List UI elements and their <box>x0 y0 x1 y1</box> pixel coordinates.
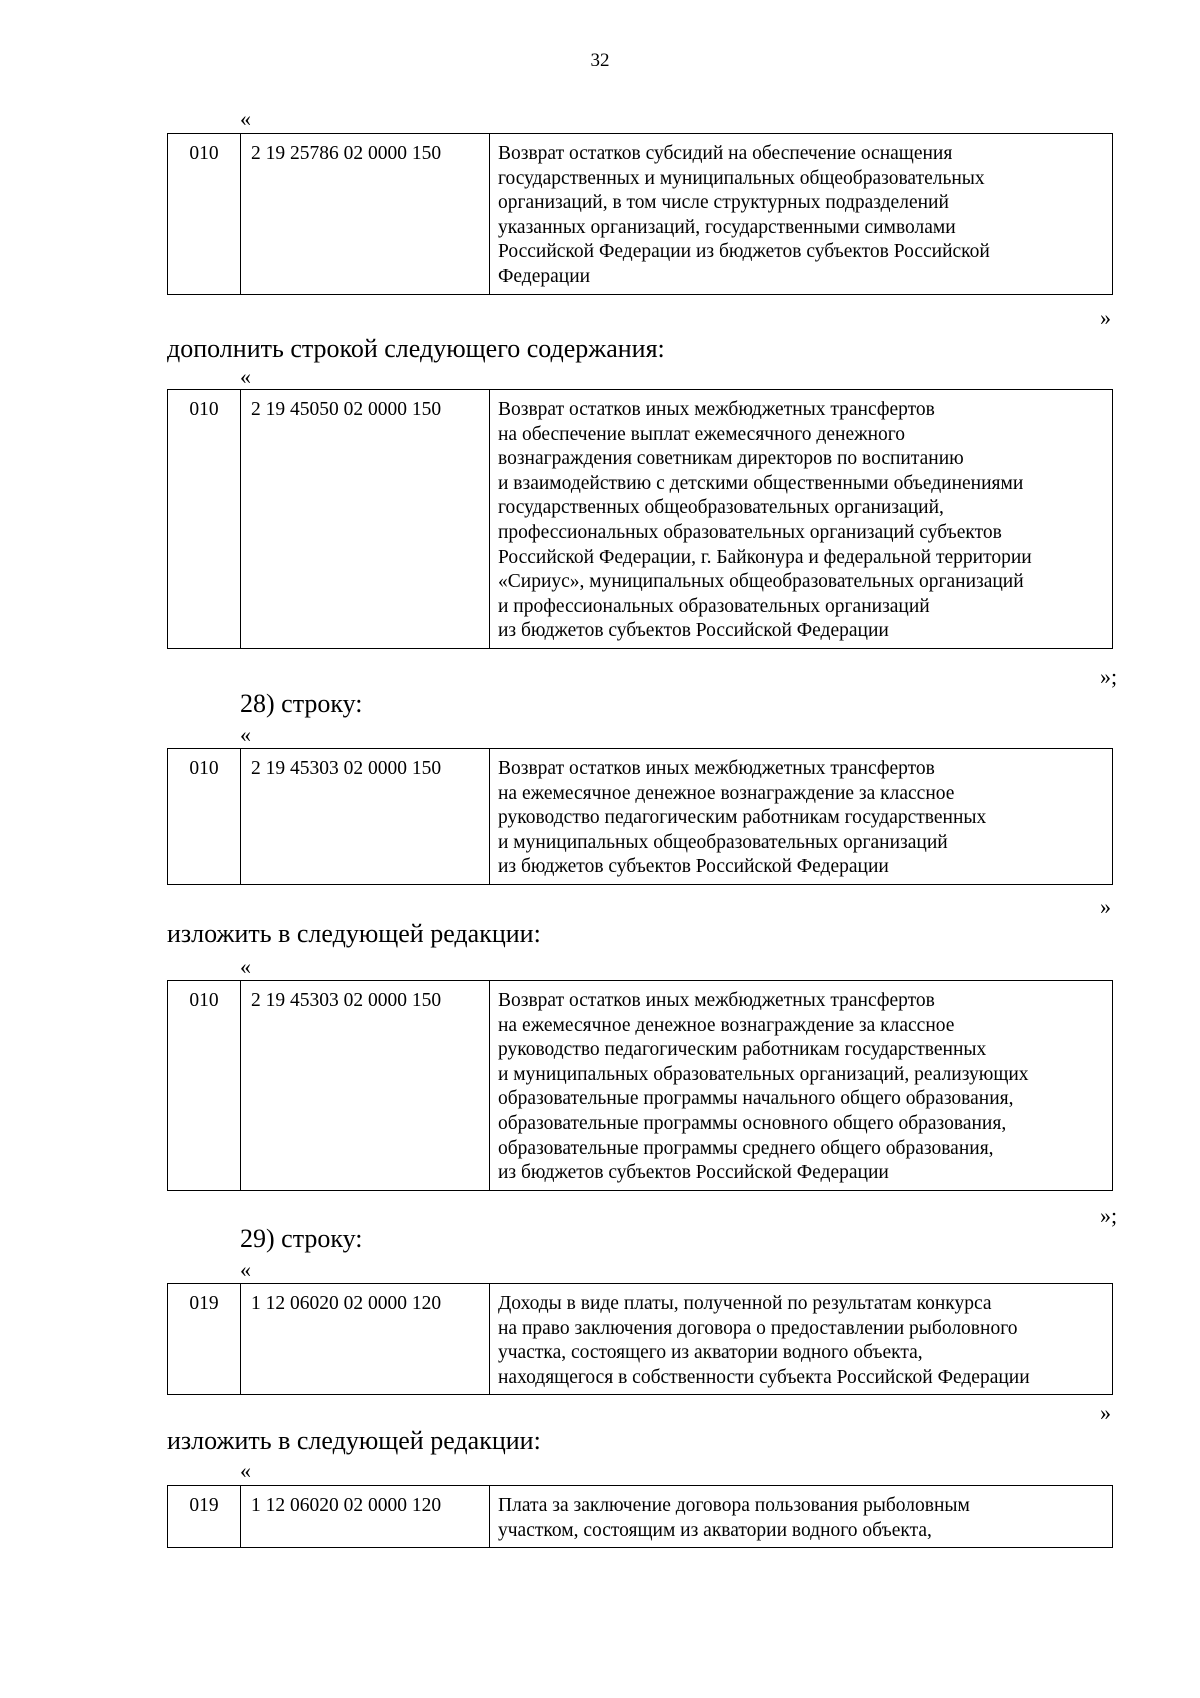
text-line: Доходы в виде платы, полученной по результатам конкурса <box>498 1293 992 1314</box>
text-line: образовательные программы основного общего образования, <box>498 1112 1007 1134</box>
text-line: на право заключения договора о предоставлении рыболовного <box>498 1317 1018 1339</box>
instruction-text: 29) строку: <box>240 1224 363 1253</box>
close-quote-semicolon-mark: »; <box>1100 664 1118 689</box>
text-line: участка, состоящего из акватории водного объекта, <box>498 1342 923 1364</box>
close-quote-mark: » <box>1100 1400 1111 1425</box>
text-line: и взаимодействию с детскими общественными объединениями <box>498 472 1024 494</box>
admin-code-cell: 019 <box>168 1284 241 1395</box>
text-line: и профессиональных образовательных организаций <box>498 595 930 617</box>
budget-code-table <box>167 980 1113 1191</box>
open-quote-mark: « <box>240 1257 251 1282</box>
revenue-name-cell <box>490 134 1113 295</box>
table-row <box>168 1284 1113 1395</box>
open-quote-mark: « <box>240 954 251 979</box>
text-line: из бюджетов субъектов Российской Федерации <box>498 620 889 642</box>
table-row <box>168 390 1113 649</box>
text-line: и муниципальных образовательных организаций, реализующих <box>498 1063 1029 1085</box>
budget-classification-code-cell: 2 19 45050 02 0000 150 <box>241 390 490 649</box>
budget-classification-code-cell: 2 19 45303 02 0000 150 <box>241 981 490 1191</box>
budget-code-table <box>167 1283 1113 1395</box>
instruction-text: изложить в следующей редакции: <box>167 1426 541 1455</box>
close-quote-mark: » <box>1100 305 1111 330</box>
text-line: на ежемесячное денежное вознаграждение за классное <box>498 782 955 804</box>
text-line: образовательные программы начального общего образования, <box>498 1088 1014 1110</box>
admin-code-cell: 010 <box>168 390 241 649</box>
instruction-text: изложить в следующей редакции: <box>167 919 541 948</box>
table-row <box>168 749 1113 885</box>
text-line: на обеспечение выплат ежемесячного денежного <box>498 423 906 445</box>
text-line: Возврат остатков иных межбюджетных трансфертов <box>498 990 935 1011</box>
open-quote-mark: « <box>240 1458 251 1483</box>
budget-code-table <box>167 389 1113 649</box>
budget-classification-code-cell: 2 19 45303 02 0000 150 <box>241 749 490 885</box>
text-line: Возврат остатков иных межбюджетных трансфертов <box>498 399 935 420</box>
instruction-text: дополнить строкой следующего содержания: <box>167 334 665 363</box>
table-row <box>168 981 1113 1191</box>
budget-code-table <box>167 748 1113 885</box>
text-line: Плата за заключение договора пользования рыболовным <box>498 1495 970 1516</box>
text-line: руководство педагогическим работникам государственных <box>498 1039 987 1061</box>
budget-code-table <box>167 1485 1113 1548</box>
admin-code-cell: 010 <box>168 134 241 295</box>
admin-code-cell: 019 <box>168 1486 241 1548</box>
revenue-name-cell <box>490 749 1113 885</box>
budget-classification-code-cell: 1 12 06020 02 0000 120 <box>241 1486 490 1548</box>
text-line: государственных и муниципальных общеобразовательных <box>498 167 985 189</box>
revenue-name-cell <box>490 981 1113 1191</box>
close-quote-semicolon-mark: »; <box>1100 1203 1118 1228</box>
budget-code-table <box>167 133 1113 295</box>
revenue-name-cell <box>490 1486 1113 1548</box>
text-line: образовательные программы среднего общего образования, <box>498 1137 994 1159</box>
open-quote-mark: « <box>240 722 251 747</box>
text-line: Российской Федерации из бюджетов субъектов Российской <box>498 241 990 263</box>
text-line: и муниципальных общеобразовательных организаций <box>498 831 948 853</box>
text-line: находящегося в собственности субъекта Российской Федерации <box>498 1366 1030 1388</box>
text-line: Возврат остатков иных межбюджетных трансфертов <box>498 758 935 779</box>
close-quote-mark: » <box>1100 894 1111 919</box>
text-line: «Сириус», муниципальных общеобразовательных организаций <box>498 571 1024 593</box>
text-line: из бюджетов субъектов Российской Федерации <box>498 1162 889 1184</box>
text-line: Возврат остатков субсидий на обеспечение оснащения <box>498 143 953 164</box>
instruction-text: 28) строку: <box>240 689 363 718</box>
table-row <box>168 134 1113 295</box>
table-row <box>168 1486 1113 1548</box>
text-line: участком, состоящим из акватории водного объекта, <box>498 1519 932 1541</box>
revenue-name-cell <box>490 1284 1113 1395</box>
text-line: профессиональных образовательных организаций субъектов <box>498 521 1002 543</box>
text-line: из бюджетов субъектов Российской Федерации <box>498 856 889 878</box>
text-line: указанных организаций, государственными символами <box>498 216 956 238</box>
text-line: государственных общеобразовательных организаций, <box>498 497 944 519</box>
text-line: руководство педагогическим работникам государственных <box>498 807 987 829</box>
admin-code-cell: 010 <box>168 749 241 885</box>
budget-classification-code-cell: 1 12 06020 02 0000 120 <box>241 1284 490 1395</box>
budget-classification-code-cell: 2 19 25786 02 0000 150 <box>241 134 490 295</box>
text-line: организаций, в том числе структурных подразделений <box>498 192 949 214</box>
open-quote-mark: « <box>240 364 251 389</box>
page-number: 32 <box>590 50 610 71</box>
open-quote-mark: « <box>240 106 251 131</box>
text-line: вознаграждения советникам директоров по воспитанию <box>498 448 964 470</box>
text-line: на ежемесячное денежное вознаграждение за классное <box>498 1014 955 1036</box>
text-line: Российской Федерации, г. Байконура и федеральной территории <box>498 546 1032 568</box>
revenue-name-cell <box>490 390 1113 649</box>
text-line: Федерации <box>498 265 591 287</box>
admin-code-cell: 010 <box>168 981 241 1191</box>
